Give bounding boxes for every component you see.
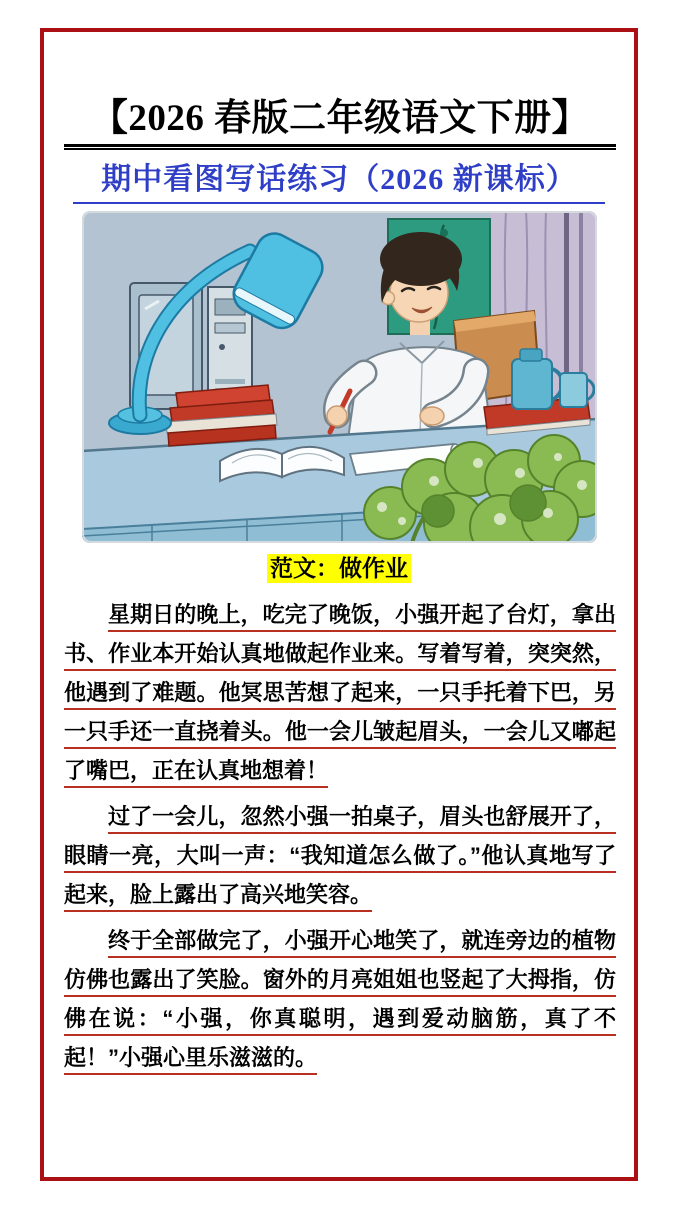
- boy-hand-writing: [327, 406, 347, 426]
- book-stack: [166, 385, 277, 446]
- illustration-homework-scene: [82, 211, 597, 543]
- essay-label: 范文：做作业: [267, 554, 411, 583]
- essay-paragraph-2: 过了一会儿，忽然小强一拍桌子，眉头也舒展开了，眼睛一亮，大叫一声：“我知道怎么做了。”他认真地写了起来，脸上露出了高兴地笑容。: [64, 803, 616, 907]
- essay-label-wrap: [64, 554, 614, 583]
- essay-paragraph-3: 终于全部做完了，小强开心地笑了，就连旁边的植物仿佛也露出了笑脸。窗外的月亮姐姐也竖起了大拇指，仿佛在说：“小强，你真聪明，遇到爱动脑筋，真了不起！”小强心里乐滋滋的。: [64, 927, 616, 1070]
- essay-body: [64, 595, 616, 1077]
- essay-paragraph-1: 星期日的晚上，吃完了晚饭，小强开起了台灯，拿出书、作业本开始认真地做起作业来。写着写着，突突然，他遇到了难题。他冥思苦想了起来，一只手托着下巴，另一只手还一直挠着头。他一会儿皱起眉头，一会儿又嘟起了嘴巴，正在认真地想着！: [64, 601, 616, 783]
- boy-hand-resting: [420, 407, 444, 425]
- page-subtitle: 期中看图写话练习（2026 新课标）: [73, 163, 605, 204]
- homework-scene-drawing: [82, 211, 597, 543]
- page-title: 【2026 春版二年级语文下册】: [90, 98, 590, 139]
- worksheet-page-frame: [40, 28, 638, 1181]
- subtitle-wrap: [64, 163, 614, 204]
- title-block: [64, 98, 616, 147]
